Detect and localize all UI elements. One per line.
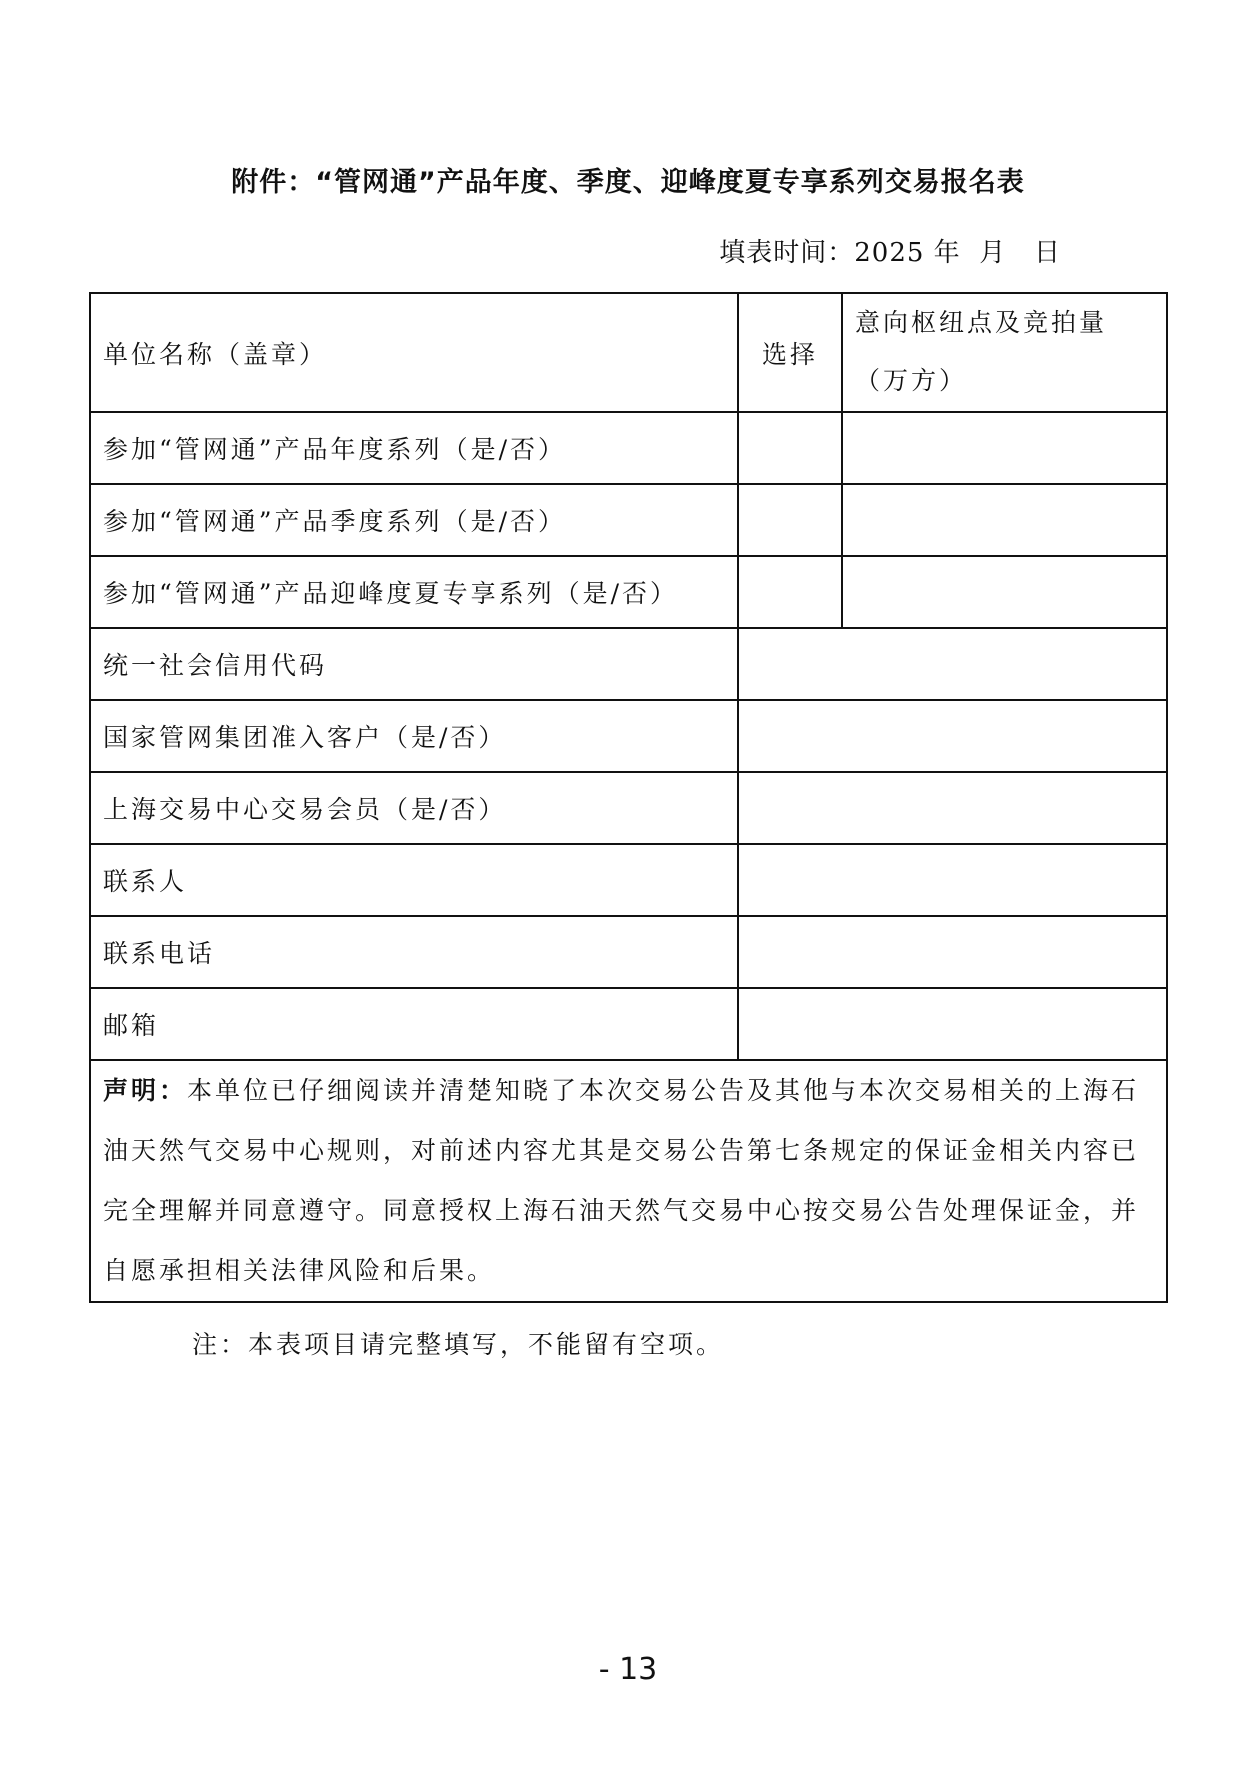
table-row-summer-peak xyxy=(90,556,1167,628)
email-field[interactable] xyxy=(738,988,1167,1060)
summer-peak-series-select[interactable] xyxy=(738,556,842,628)
table-row-annual xyxy=(90,412,1167,484)
table-row-credit-code xyxy=(90,628,1167,700)
table-row-email xyxy=(90,988,1167,1060)
credit-code-field[interactable] xyxy=(738,628,1167,700)
declaration xyxy=(90,1060,1167,1302)
table-row-exchange-member xyxy=(90,772,1167,844)
annual-series-label: 参加“管网通”产品年度系列（是/否） xyxy=(90,412,738,484)
contact-person-label: 联系人 xyxy=(90,844,738,916)
annual-series-intent[interactable] xyxy=(842,412,1167,484)
fill-date: 填表时间：2025 年 月 日 xyxy=(719,238,1061,268)
exchange-member-field[interactable] xyxy=(738,772,1167,844)
quarterly-series-label: 参加“管网通”产品季度系列（是/否） xyxy=(90,484,738,556)
credit-code-label: 统一社会信用代码 xyxy=(90,628,738,700)
declaration-label: 声明： xyxy=(103,1076,188,1105)
phone-field[interactable] xyxy=(738,916,1167,988)
table-row-contact-person xyxy=(90,844,1167,916)
summer-peak-series-label: 参加“管网通”产品迎峰度夏专享系列（是/否） xyxy=(90,556,738,628)
table-header-row xyxy=(90,293,1167,412)
intent-header: 意向枢纽点及竞拍量（万方） xyxy=(842,293,1167,412)
quarterly-series-select[interactable] xyxy=(738,484,842,556)
select-header: 选择 xyxy=(738,293,842,412)
annual-series-select[interactable] xyxy=(738,412,842,484)
quarterly-series-intent[interactable] xyxy=(842,484,1167,556)
summer-peak-series-intent[interactable] xyxy=(842,556,1167,628)
exchange-member-label: 上海交易中心交易会员（是/否） xyxy=(90,772,738,844)
phone-label: 联系电话 xyxy=(90,916,738,988)
page-number: - 13 xyxy=(598,1652,658,1687)
form-note: 注：本表项目请完整填写，不能留有空项。 xyxy=(192,1330,725,1359)
table-row-declaration xyxy=(90,1060,1167,1302)
unit-name-header: 单位名称（盖章） xyxy=(90,293,738,412)
pipechina-customer-field[interactable] xyxy=(738,700,1167,772)
declaration-text: 本单位已仔细阅读并清楚知晓了本次交易公告及其他与本次交易相关的上海石油天然气交易中心规则，对前述内容尤其是交易公告第七条规定的保证金相关内容已完全理解并同意遵守。同意授权上海石油天然气交易中心按交易公告处理保证金，并自愿承担相关法律风险和后果。 xyxy=(103,1076,1140,1285)
registration-form-table xyxy=(89,292,1168,1303)
table-row-quarterly xyxy=(90,484,1167,556)
pipechina-customer-label: 国家管网集团准入客户（是/否） xyxy=(90,700,738,772)
email-label: 邮箱 xyxy=(90,988,738,1060)
page-title: 附件：“管网通”产品年度、季度、迎峰度夏专享系列交易报名表 xyxy=(231,167,1025,198)
contact-person-field[interactable] xyxy=(738,844,1167,916)
table-row-phone xyxy=(90,916,1167,988)
table-row-pipechina-customer xyxy=(90,700,1167,772)
